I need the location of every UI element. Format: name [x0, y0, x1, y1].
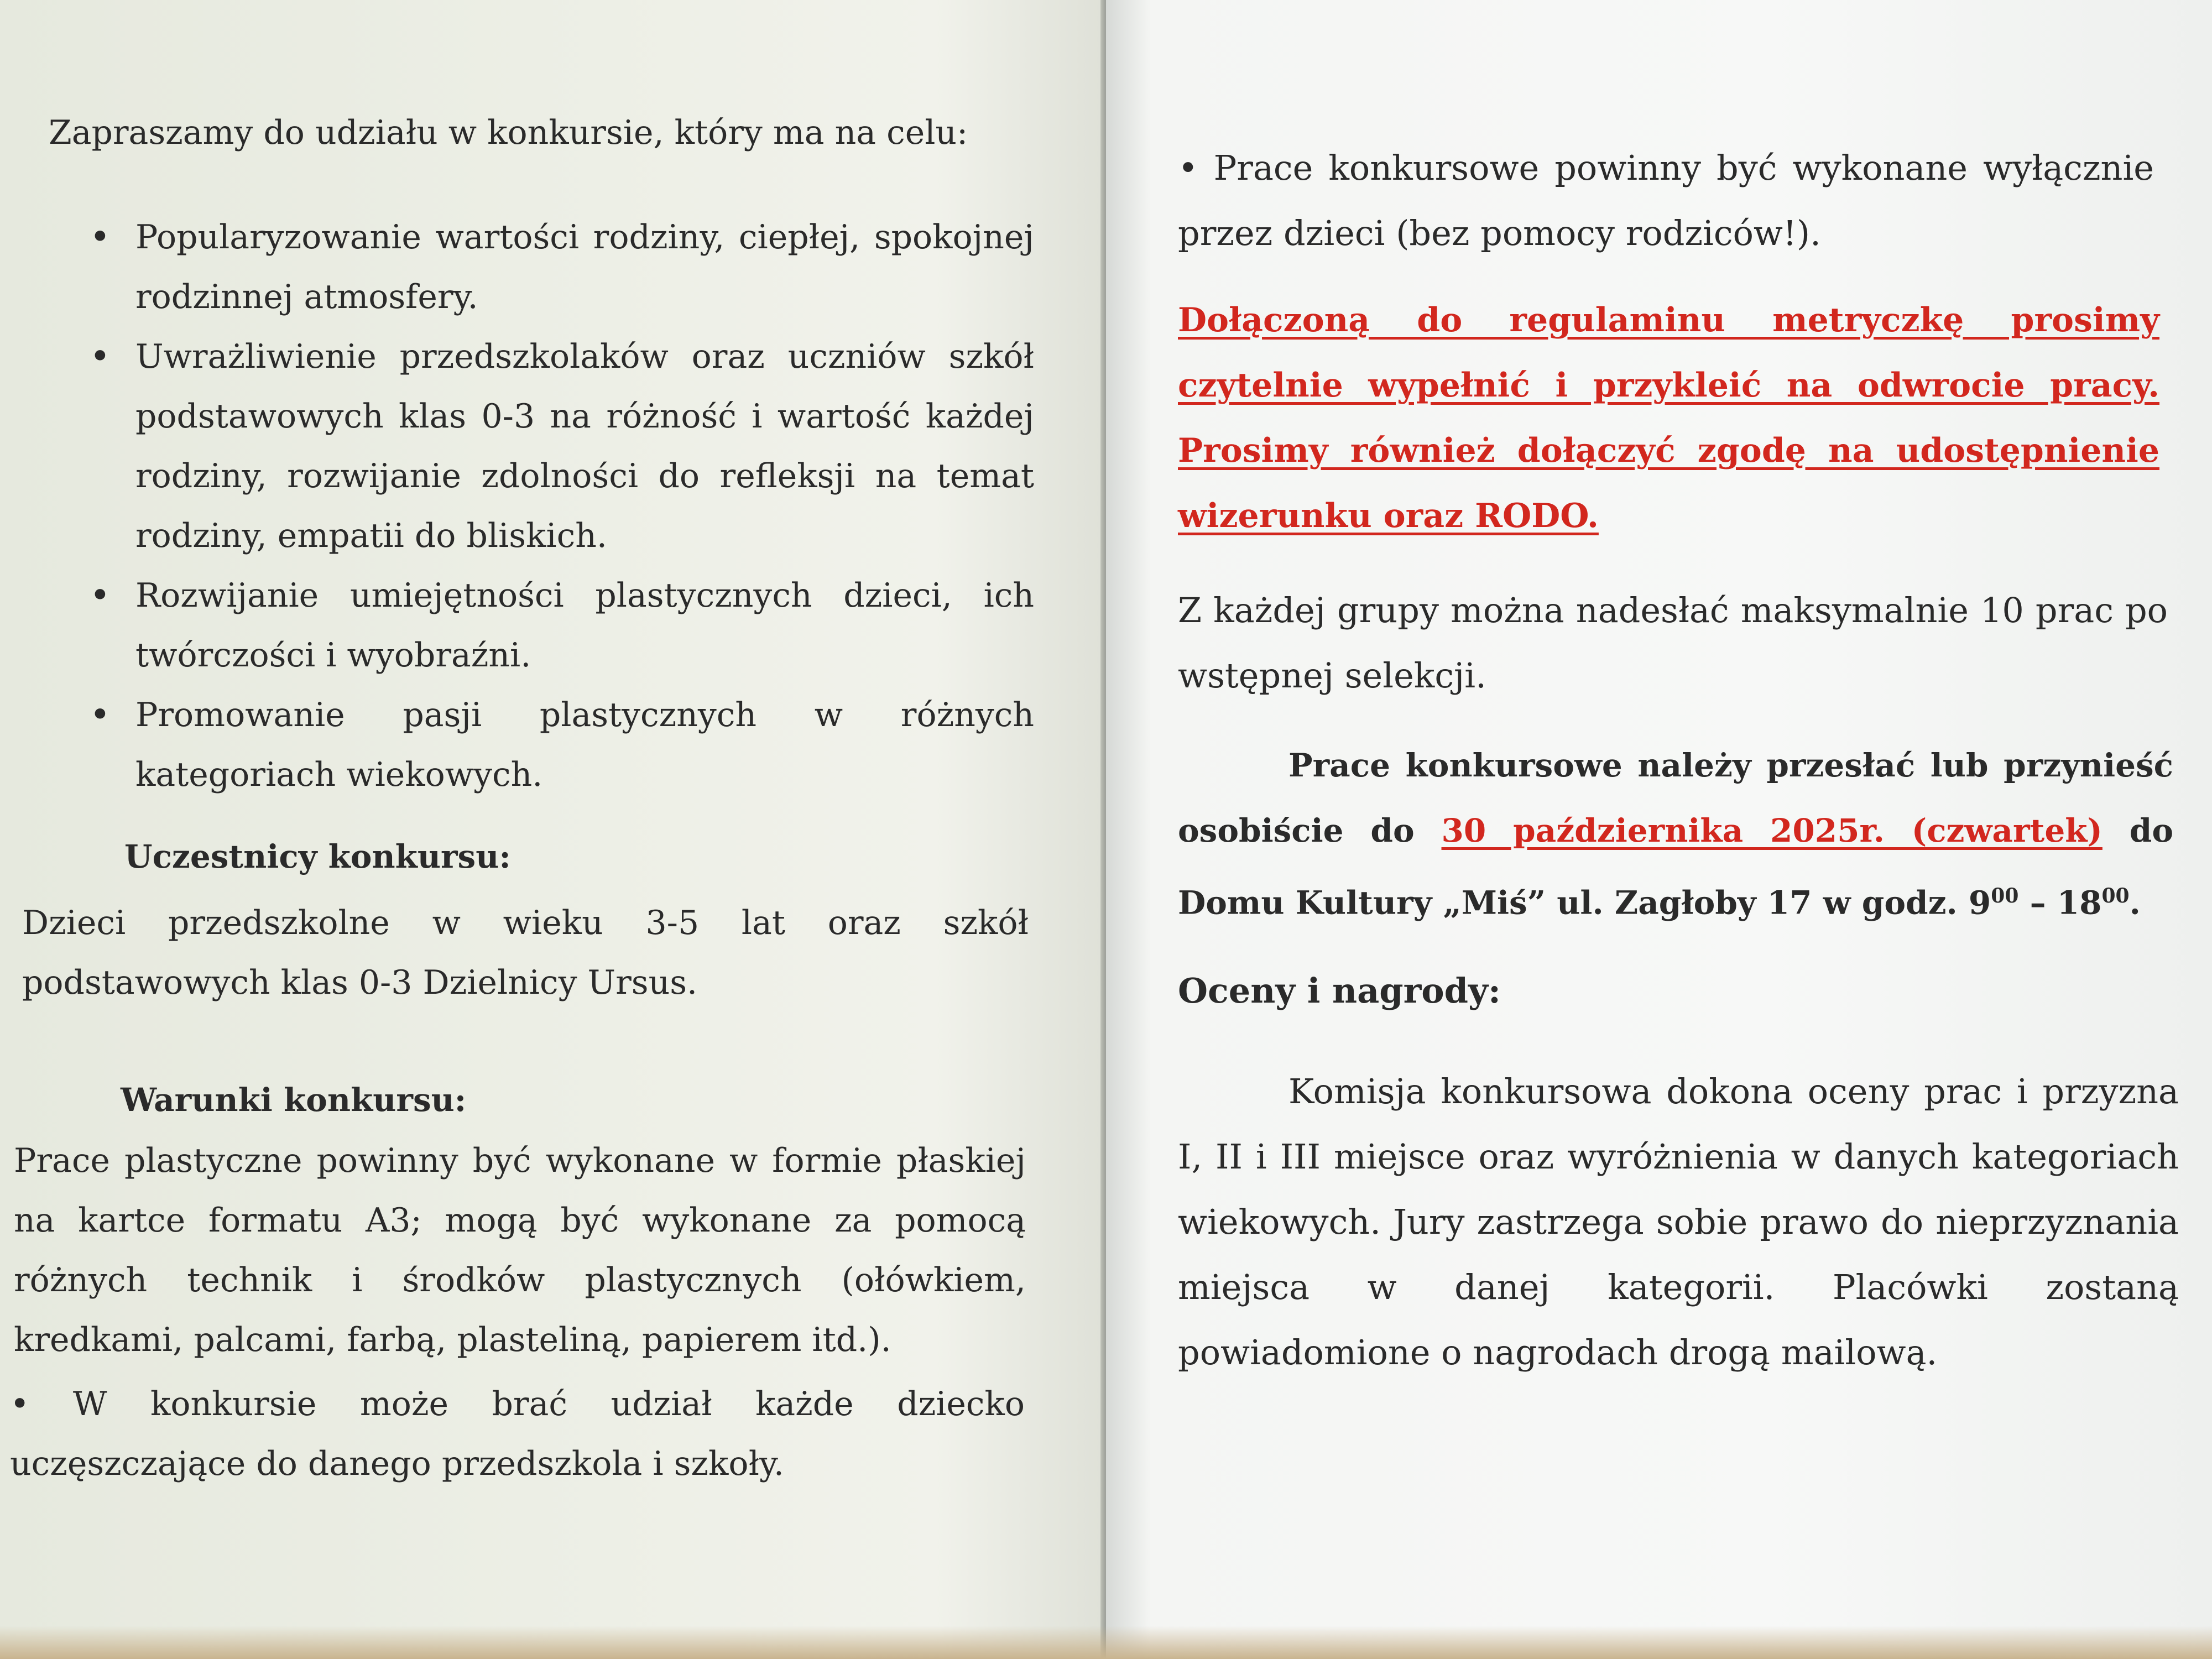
- desk-edge: [0, 1626, 2212, 1659]
- conditions-heading: Warunki konkursu:: [121, 1081, 467, 1119]
- right-page: [1106, 0, 2212, 1659]
- goals-list: [83, 207, 1034, 805]
- goal-item: • Popularyzowanie wartości rodziny, ciepłej, spokojnej rodzinnej atmosfery.: [83, 207, 1034, 327]
- deadline-dash: – 18: [2018, 884, 2102, 922]
- awards-heading: Oceny i nagrody:: [1178, 971, 1501, 1011]
- limit-text: Z każdej grupy można nadesłać maksymalnie 10 prac po wstępnej selekcji.: [1178, 590, 2168, 696]
- intro-text: Zapraszamy do udziału w konkursie, który ma na celu:: [49, 113, 968, 152]
- deadline-part1: Prace konkursowe należy przesłać lub przynieść osobiście do: [1178, 747, 2173, 849]
- goal-item: • Promowanie pasji plastycznych w różnych kategoriach wiekowych.: [83, 685, 1034, 805]
- goal-item: • Rozwijanie umiejętności plastycznych dzieci, ich twórczości i wyobraźni.: [83, 566, 1034, 685]
- participants-heading: Uczestnicy konkursu:: [124, 838, 511, 875]
- deadline-date: 30 października 2025r. (czwartek): [1441, 812, 2103, 849]
- hour-start-sup: 00: [1991, 884, 2019, 907]
- hour-end-sup: 00: [2101, 884, 2130, 907]
- participants-text: Dzieci przedszkolne w wieku 3-5 lat oraz szkół podstawowych klas 0-3 Dzielnicy Ursus.: [22, 904, 1029, 1002]
- conditions-bullet-text: • W konkursie może brać udział każde dziecko uczęszczające do danego przedszkola i szkoły.: [10, 1385, 1025, 1483]
- deadline-text: [1178, 733, 2173, 935]
- red-notice: Dołączoną do regulaminu metryczkę prosimy czytelnie wypełnić i przykleić na odwrocie pracy. Prosimy również dołączyć zgodę na udostępnienie wizerunku oraz RODO.: [1178, 301, 2159, 535]
- awards-text: Komisja konkursowa dokona oceny prac i przyzna I, II i III miejsce oraz wyróżnienia w danych kategoriach wiekowych. Jury zastrzega sobie prawo do nieprzyznania miejsca w danej kategorii. Placówki zostaną powiadomione o nagrodach drogą mailową.: [1178, 1071, 2179, 1373]
- left-page: [0, 0, 1100, 1659]
- conditions-text: Prace plastyczne powinny być wykonane w formie płaskiej na kartce formatu A3; mogą być wykonane za pomocą różnych technik i środków plastycznych (ołówkiem, kredkami, palcami, farbą, plasteliną, papierem itd.).: [14, 1141, 1026, 1359]
- goal-item: • Uwrażliwienie przedszkolaków oraz uczniów szkół podstawowych klas 0-3 na różność i wartość każdej rodziny, rozwijanie zdolności do refleksji na temat rodziny, empatii do bliskich.: [83, 327, 1034, 566]
- deadline-period: .: [2129, 884, 2141, 922]
- work-bullet-text: • Prace konkursowe powinny być wykonane wyłącznie przez dzieci (bez pomocy rodziców!).: [1178, 148, 2154, 253]
- deadline-part2: do Domu Kultury „Miś” ul. Zagłoby 17 w godz. 9: [1178, 812, 2174, 922]
